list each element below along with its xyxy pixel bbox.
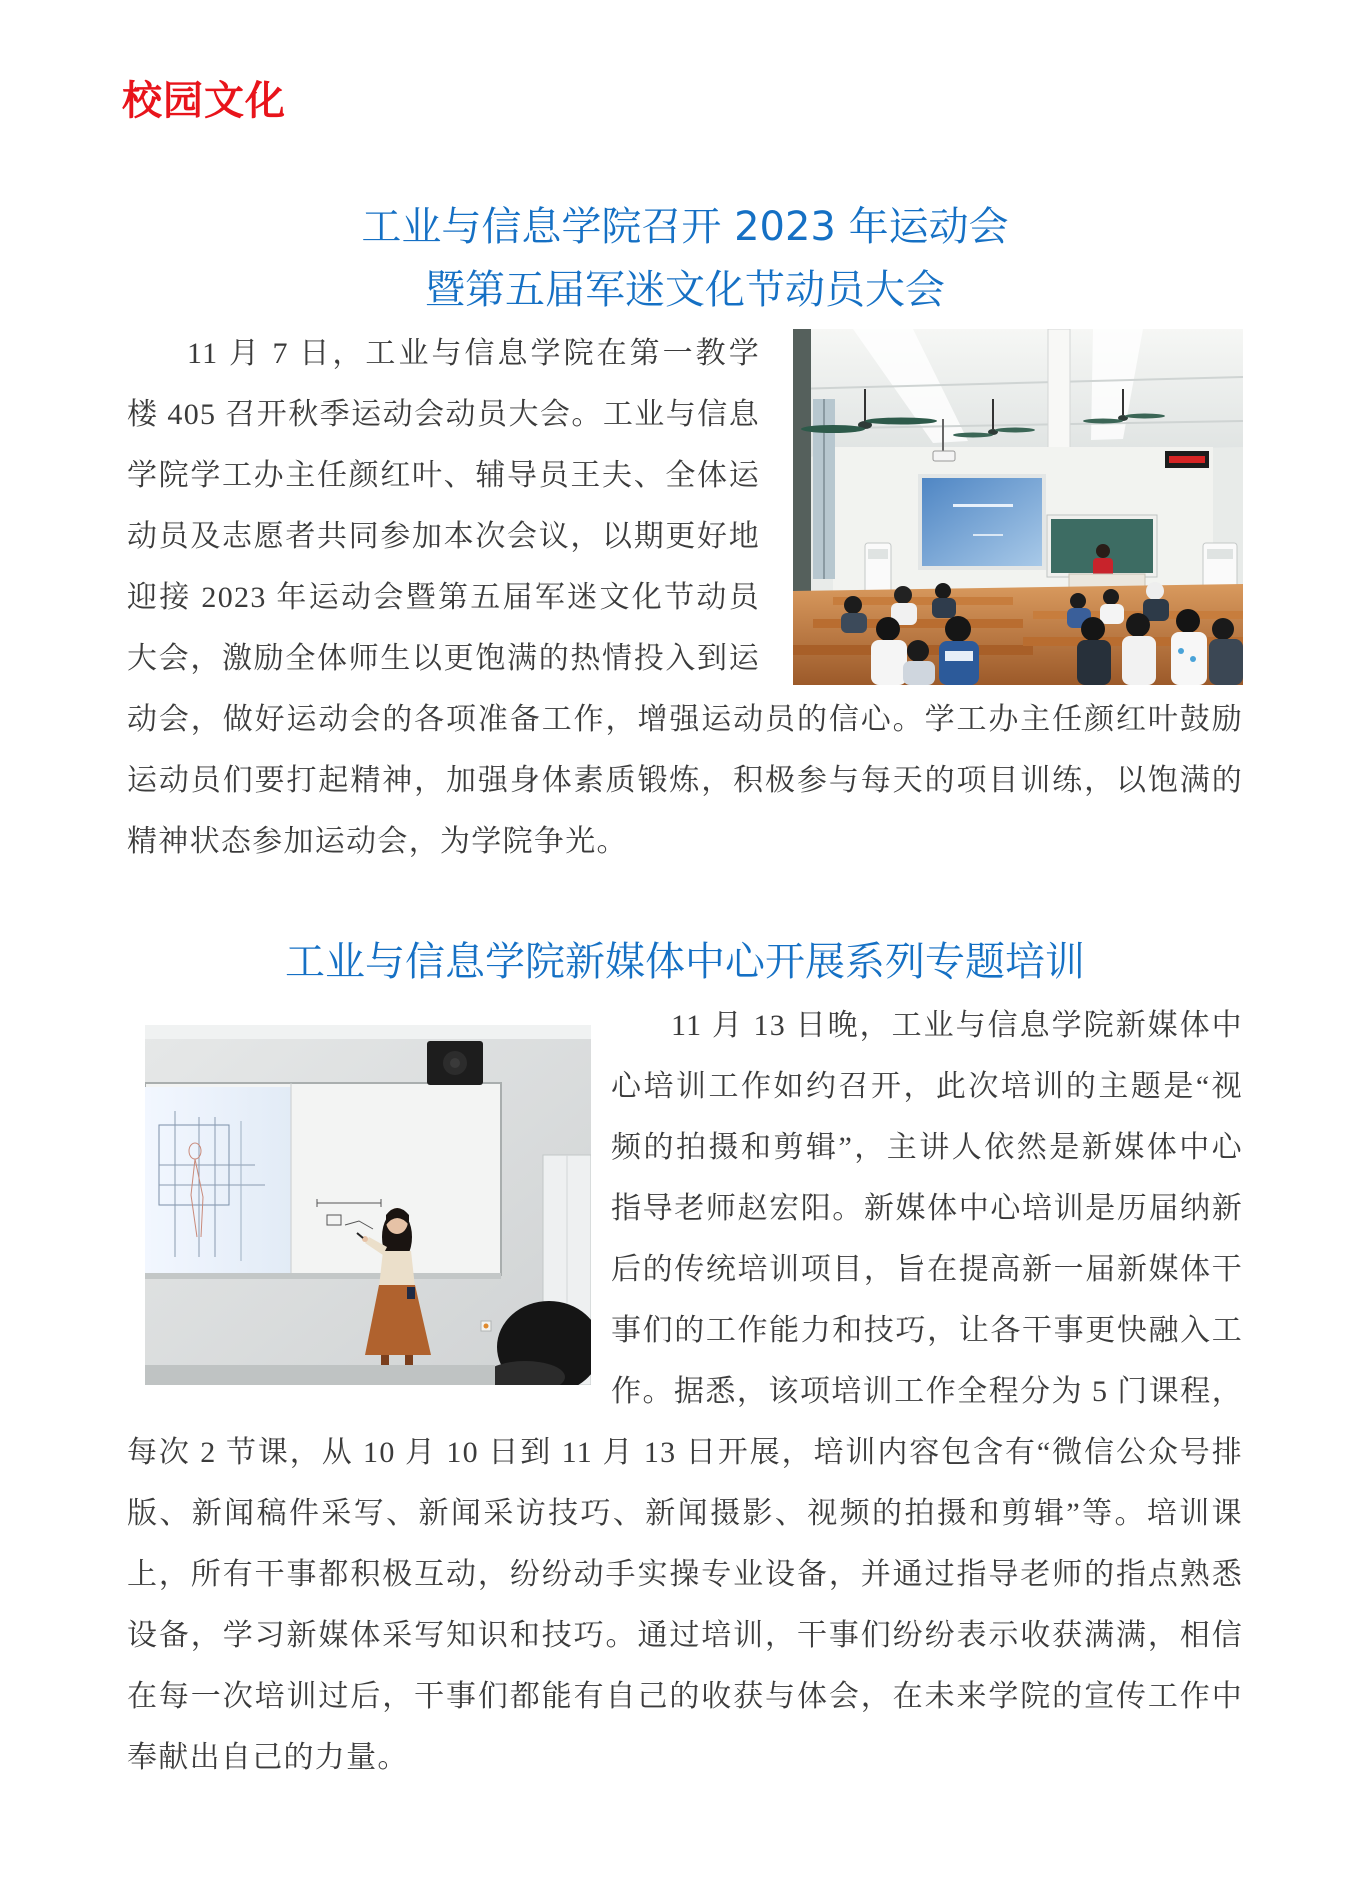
article-2-title-line-1: 工业与信息学院新媒体中心开展系列专题培训 xyxy=(285,939,1085,985)
article-2-title xyxy=(127,931,1243,994)
projector-screen xyxy=(918,474,1046,570)
article-1-text: 11 月 7 日，工业与信息学院在第一教学楼 405 召开秋季运动会动员大会。工业与信息学院学工办主任颜红叶、辅导员王夫、全体运动员及志愿者共同参加本次会议，以期更好地迎接 2023 年运动会暨第五届军迷文化节动员大会，激励全体师生以更饱满的热情投入到运动会，做好运动会的各项准备工作，增强运动员的信心。学工办主任颜红叶鼓励运动员们要打起精神，加强身体素质锻炼，积极参与每天的项目训练，以饱满的精神状态参加运动会，为学院争光。 xyxy=(127,337,1243,858)
article-2-photo xyxy=(145,1025,591,1385)
wall-speaker xyxy=(427,1041,483,1085)
article-1-body xyxy=(127,323,1243,872)
article-1-title-line-2: 暨第五届军迷文化节动员大会 xyxy=(425,267,945,313)
article-1-photo xyxy=(793,329,1243,685)
article-2-body xyxy=(127,995,1243,1788)
article-1-title-line-1: 工业与信息学院召开 2023 年运动会 xyxy=(361,204,1009,250)
section-label: 校园文化 xyxy=(122,78,286,124)
article-2-text: 11 月 13 日晚，工业与信息学院新媒体中心培训工作如约召开，此次培训的主题是“视频的拍摄和剪辑”，主讲人依然是新媒体中心指导老师赵宏阳。新媒体中心培训是历届纳新后的传统培训项目，旨在提高新一届新媒体干事们的工作能力和技巧，让各干事更快融入工作。据悉，该项培训工作全程分为 5 门课程，每次 2 节课，从 10 月 10 日到 11 月 13 日开展，培训内容包含有“微信公众号排版、新闻稿件采写、新闻采访技巧、新闻摄影、视频的拍摄和剪辑”等。培训课上，所有干事都积极互动，纷纷动手实操专业设备，并通过指导老师的指点熟悉设备，学习新媒体采写知识和技巧。通过培训，干事们纷纷表示收获满满，相信在每一次培训过后，干事们都能有自己的收获与体会，在未来学院的宣传工作中奉献出自己的力量。 xyxy=(127,1009,1243,1774)
whiteboard xyxy=(145,1083,501,1279)
article-1-title xyxy=(127,196,1243,322)
